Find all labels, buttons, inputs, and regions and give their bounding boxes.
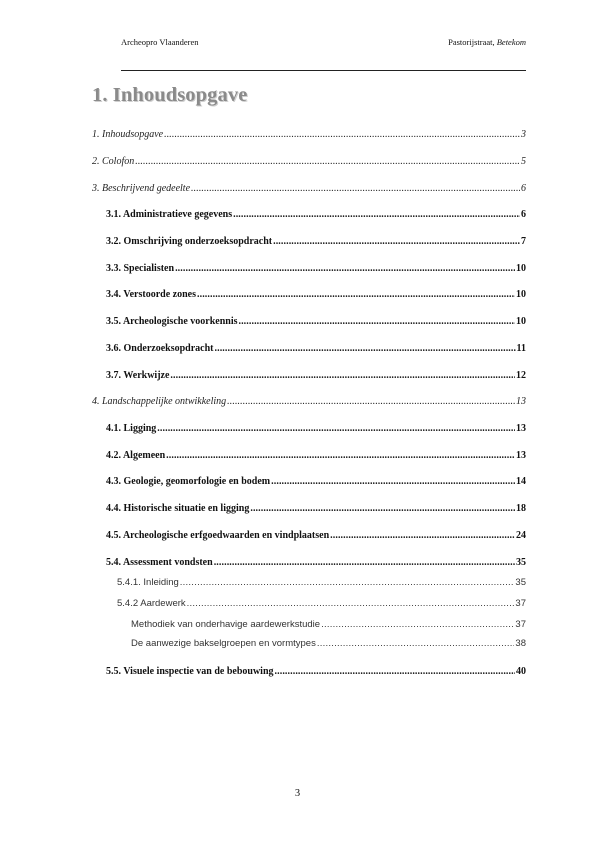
toc-leader: [175, 262, 515, 276]
toc-leader: [187, 597, 515, 611]
toc-entry-label: 3. Beschrijvend gedeelte: [92, 183, 191, 194]
toc-entry[interactable]: [106, 556, 526, 570]
toc-entry-label: 3.5. Archeologische voorkennis: [106, 316, 238, 327]
toc-entry-label: 4.4. Historische situatie en ligging: [106, 503, 250, 514]
toc-leader: [215, 342, 516, 356]
toc-entry[interactable]: [106, 315, 526, 329]
toc-entry[interactable]: [106, 529, 526, 543]
toc-entry-label: 3.4. Verstoorde zones: [106, 289, 196, 300]
toc-leader: [271, 475, 515, 489]
toc-entry[interactable]: [106, 235, 526, 249]
toc-entry-page: 5: [521, 156, 526, 167]
toc-entry[interactable]: [106, 262, 526, 276]
toc-entry[interactable]: [106, 288, 526, 302]
toc-leader: [321, 618, 514, 632]
toc-leader: [227, 395, 515, 409]
toc-entry-label: 4.2. Algemeen: [106, 450, 166, 461]
toc-entry-page: 14: [516, 476, 526, 487]
toc-leader: [273, 235, 520, 249]
toc-leader: [238, 315, 515, 329]
toc-leader: [275, 665, 515, 679]
toc-entry-label: 5.4.2 Aardewerk: [117, 598, 186, 609]
header-location: [448, 37, 526, 47]
toc-leader: [330, 529, 515, 543]
toc-leader: [164, 128, 520, 142]
toc-entry[interactable]: [106, 665, 526, 679]
toc-entry-page: 40: [516, 666, 526, 677]
toc-entry-label: 3.2. Omschrijving onderzoeksopdracht: [106, 236, 273, 247]
toc-leader: [317, 637, 515, 651]
toc-entry[interactable]: [131, 637, 526, 651]
toc-entry-label: 4.3. Geologie, geomorfologie en bodem: [106, 476, 271, 487]
toc-leader: [166, 449, 515, 463]
toc-entry-label: 1. Inhoudsopgave: [92, 129, 164, 140]
toc-entry[interactable]: [92, 155, 526, 169]
toc-entry-page: 11: [516, 343, 526, 354]
toc-leader: [191, 182, 520, 196]
toc-entry-page: 37: [515, 598, 526, 609]
toc-leader: [250, 502, 515, 516]
toc-entry-label: Methodiek van onderhavige aardewerkstudie: [131, 619, 321, 630]
toc-entry-label: 5.4.1. Inleiding: [117, 577, 179, 588]
toc-entry[interactable]: [92, 395, 526, 409]
toc-entry-label: 4.5. Archeologische erfgoedwaarden en vindplaatsen: [106, 530, 330, 541]
toc-entry-page: 13: [516, 396, 526, 407]
toc-entry[interactable]: [106, 475, 526, 489]
toc-entry-label: 3.1. Administratieve gegevens: [106, 209, 233, 220]
toc-entry-label: 3.7. Werkwijze: [106, 370, 170, 381]
toc-entry[interactable]: [117, 576, 526, 590]
toc-entry[interactable]: [106, 369, 526, 383]
toc-entry-page: 35: [515, 577, 526, 588]
toc-leader: [157, 422, 515, 436]
toc-entry-page: 6: [521, 209, 526, 220]
toc-entry-page: 38: [515, 638, 526, 649]
page-title: 1. Inhoudsopgave: [92, 84, 248, 106]
toc-entry-label: 5.5. Visuele inspectie van de bebouwing: [106, 666, 274, 677]
toc-entry-page: 12: [516, 370, 526, 381]
toc-entry[interactable]: [106, 208, 526, 222]
toc-entry-label: 2. Colofon: [92, 156, 135, 167]
toc-entry-page: 6: [521, 183, 526, 194]
toc-entry-page: 10: [516, 316, 526, 327]
toc-leader: [233, 208, 520, 222]
header-organization: Archeopro Vlaanderen: [121, 37, 199, 47]
toc-leader: [180, 576, 515, 590]
toc-leader: [170, 369, 515, 383]
toc-entry-page: 7: [521, 236, 526, 247]
toc-entry-page: 10: [516, 289, 526, 300]
toc-entry-page: 3: [521, 129, 526, 140]
toc-entry-page: 13: [516, 450, 526, 461]
toc-entry[interactable]: [106, 449, 526, 463]
toc-leader: [135, 155, 520, 169]
toc-entry[interactable]: [106, 422, 526, 436]
toc-entry-label: 3.3. Specialisten: [106, 263, 175, 274]
toc-leader: [197, 288, 515, 302]
header-street: Pastorijstraat,: [448, 37, 497, 47]
toc-entry[interactable]: [117, 597, 526, 611]
toc-entry-label: De aanwezige bakselgroepen en vormtypes: [131, 638, 316, 649]
toc-entry[interactable]: [106, 342, 526, 356]
header-divider: [121, 70, 526, 71]
toc-entry-page: 13: [516, 423, 526, 434]
toc-entry[interactable]: [92, 128, 526, 142]
toc-entry[interactable]: [131, 618, 526, 632]
toc-entry-page: 10: [516, 263, 526, 274]
toc-entry[interactable]: [106, 502, 526, 516]
toc-entry[interactable]: [92, 182, 526, 196]
page-number: 3: [294, 788, 301, 799]
toc-entry-page: 35: [516, 557, 526, 568]
toc-entry-label: 4. Landschappelijke ontwikkeling: [92, 396, 227, 407]
toc-entry-label: 4.1. Ligging: [106, 423, 157, 434]
toc-leader: [214, 556, 515, 570]
toc-entry-page: 37: [515, 619, 526, 630]
toc-entry-label: 3.6. Onderzoeksopdracht: [106, 343, 214, 354]
header-town: Betekom: [496, 37, 526, 47]
toc-entry-page: 24: [516, 530, 526, 541]
toc-entry-label: 5.4. Assessment vondsten: [106, 557, 213, 568]
toc-entry-page: 18: [516, 503, 526, 514]
page-header: [121, 37, 526, 51]
